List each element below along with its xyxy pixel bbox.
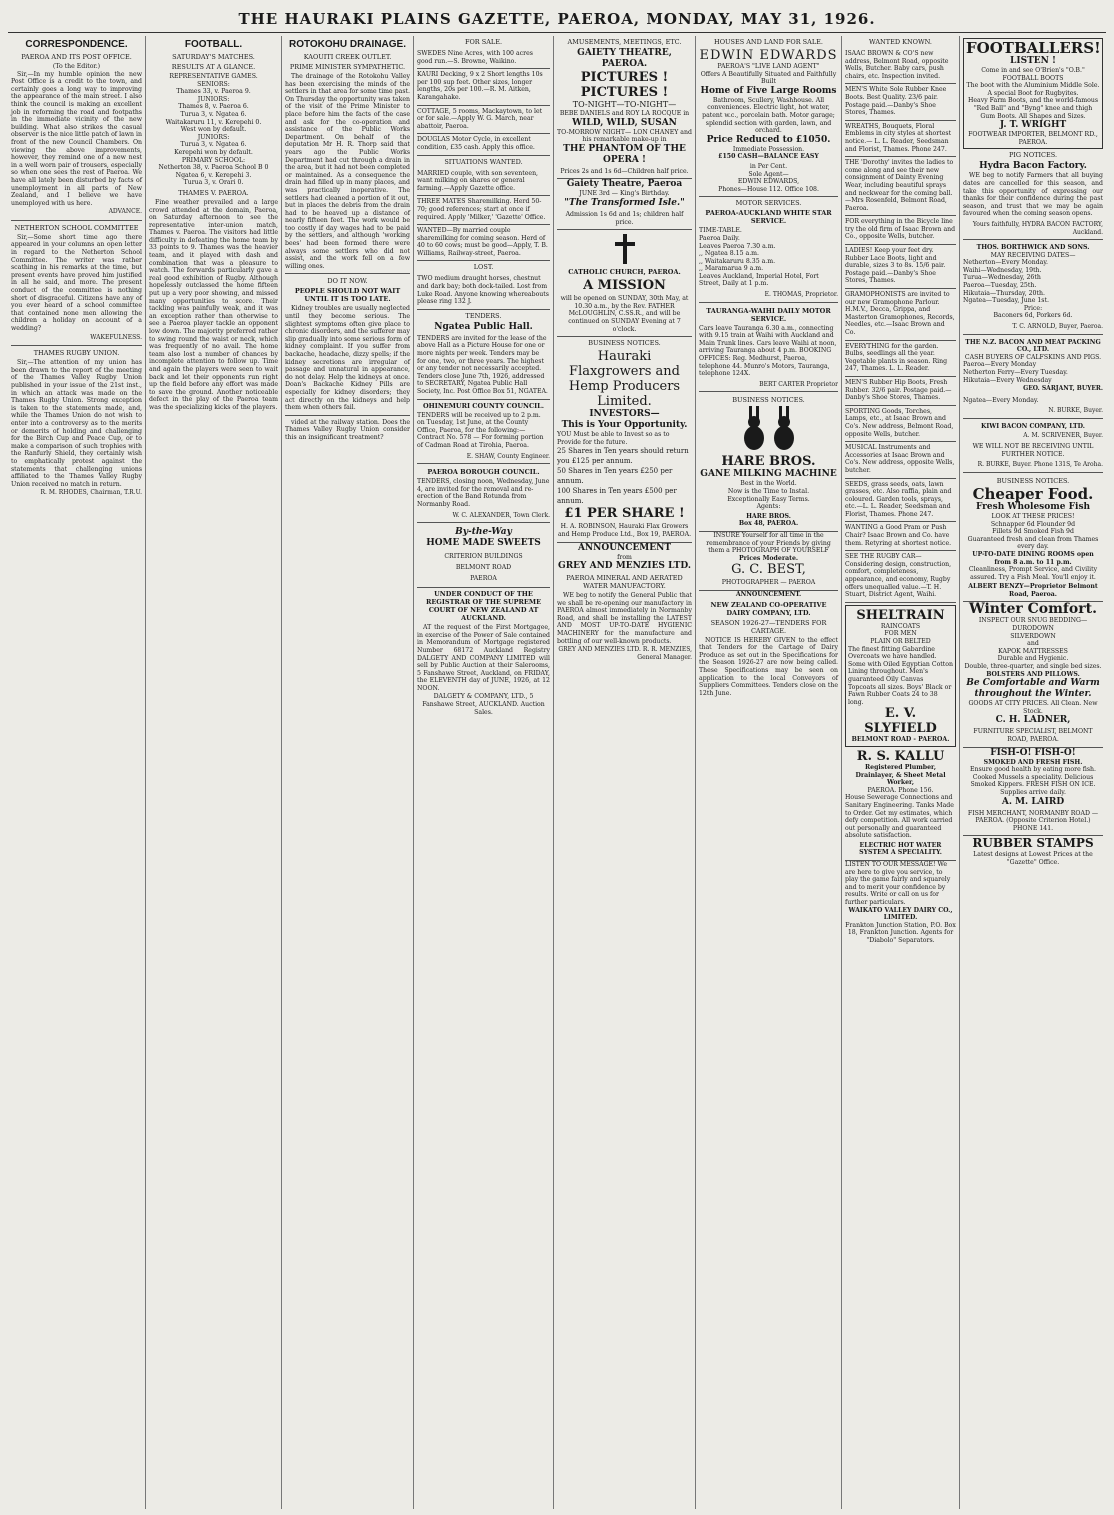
section-header: BUSINESS NOTICES. [588,339,661,348]
mission-text: will be opened on SUNDAY, 30th May, at 10.30 a.m., by the Rev. FATHER McLOUGHLIN, C.SS.R., and will be continued on SUNDAY Evening at 7 o'clock. [557,293,692,337]
church-title: CATHOLIC CHURCH, PAEROA. [568,268,681,277]
column-wanted-known [842,36,960,1509]
section-header: FOOTBALL. [184,39,243,50]
hydra-body: WE beg to notify Farmers that all buying dates are cancelled for this season, and take this opportunity of expressing our thanks for their confidence during the past season, and trust that we may be again favoured when the coming season opens. [963,172,1103,218]
column-for-sale [414,36,554,1509]
tender-title: PAEROA BOROUGH COUNCIL. [427,468,540,477]
sheltrain-body: The finest fitting Gabardine Overcoats we have handled. Some with Oiled Egyptian Cotton Lining throughout. Men's guaranteed Oily Canvas Topcoats all sizes. Boys' Black or Fawn Rubber Coats 24 to 38 long. [848,645,953,706]
hydra-signature: Yours faithfully, HYDRA BACON FACTORY, Auckland. [963,219,1103,240]
byway-title: By-the-Way [455,527,512,538]
article-title: NETHERTON SCHOOL COMMITTEE [14,223,139,232]
sweets-address: CRITERION BUILDINGS BELMONT ROAD PAEROA [417,549,550,588]
slyfield-name: E. V. SLYFIELD [864,706,937,737]
listen-body: LISTEN TO OUR MESSAGE! We are here to give you service, to play the game fairly and squarely and to merit your confidence by results. Write or call on us for further particulars. [845,861,951,907]
wanted-ad: MEN'S Rubber Hip Boots, Fresh Rubber. 32/6 pair. Postage paid.—Danby's Shoe Stores, Thames. [845,377,956,406]
comfortable-title: Be Comfortable and Warm throughout the Winter. [966,678,1100,700]
fish-body: Ensure good health by eating more fish. Cooked Mussels a speciality. Delicious Smoked Kippers. FRESH FISH ON ICE. Supplies arrive daily. [970,766,1096,796]
wanted-ad: SEE THE RUGBY CAR—Considering design, construction, comfort, completeness, appearance, and economy, Rugby offers unequalled value.—T. H. Stuart, District Agent, Waihi. [845,551,956,603]
dairy-body: NOTICE IS HEREBY GIVEN to the effect that Tenders for the Cartage of Dairy Produce as set out in the Specifications for the Season 1926-27 are now being called. These Specifications may be seen on application to the local Conveyors of Suppliers Committees. Tenders close on the 12th June. [699,636,838,697]
announcement-body: WE beg to notify the General Public that we shall be re-opening our manufactory in PAEROA almost immediately in Normanby Road, and shall be installing the LATEST AND MOST UP-TO-DATE HYGIENIC MACHINERY for the manufacture and bottling of our well-known products. [557,592,692,645]
moderate-label: Prices Moderate. [738,554,799,562]
pig-price: Price: Baconers 6d, Porkers 6d. [993,304,1073,320]
goods-text: GOODS AT CITY PRICES. All Clean. New Stock. [968,700,1098,715]
divider [11,345,142,346]
wanted-ad: ISAAC BROWN & CO'S new address, Belmont Road, opposite Wells, Butcher. Baby cars, push chairs, etc. Inspection invited. [845,48,956,84]
classified-ad: TWO medium draught horses, chestnut and dark bay; both dock-tailed. Lost from Luke Road. Anyone knowing whereabouts please ring 132 J. [417,273,550,309]
waikato-address: Frankton Junction Station, P.O. Box 18, Frankton Junction. Agents for "Diabolo" Separators. [845,921,956,944]
section-header: FOR SALE. [464,38,503,46]
section-header: ROTOKOHU DRAINAGE. [288,39,407,50]
wanted-ad: THE 'Dorothy' invites the ladies to come along and see their new consignment of Dainty Evening Wear, including beautiful sprays and neckwear for the coming ball.—Mrs Rosenfeld, Belmont Road, Paeroa. [845,157,956,216]
kallu-electric: ELECTRIC HOT WATER SYSTEM A SPECIALITY. [845,840,956,861]
shares-list: 25 Shares in Ten years should return you £125 per annum. 50 Shares in Ten years £250 per annum. 100 Shares in Ten years £500 per annum. [557,447,689,506]
masthead-rule [8,32,1106,33]
winter-title: Winter Comfort. [969,601,1097,618]
cheaper-title: Cheaper Food. [972,484,1094,503]
admission: Admission 1s 6d and 1s; children half price. [557,209,692,230]
benzy-signature: ALBERT BENZY—Proprietor Belmont Road, Paeroa. [963,581,1103,602]
rubber-stamps-body: Latest designs at Lowest Prices at the "Gazette" Office. [973,851,1093,866]
auction-body: AT the request of the First Mortgagee, in exercise of the Power of Sale contained in Memorandum of Mortgage registered Number 68172 Auckland Registry DALGETY AND COMPANY LIMITED will sell by Public Auction at their Salerooms, 5 Fanshawe Street, Auckland, on FRIDAY, the ELEVENTH day of JUNE, 1926, at 12 NOON. [417,624,550,692]
wright-name: J. T. WRIGHT [999,120,1067,131]
photographer-title: PHOTOGRAPHER — PAEROA [699,577,838,591]
investors-title: INVESTORS— This is Your Opportunity. [561,409,688,431]
borthwick-title: THOS. BORTHWICK AND SONS. [976,244,1090,252]
company-sub: PAEROA MINERAL AND AERATED WATER MANUFACTORY. [566,574,683,591]
article-body: Sir,—The attention of my union has been drawn to the report of the meeting of the Thames Valley Rugby Union published in your issue of the 21st inst., in which an attack was made on the Thames Rugby Union. Strong exception is taken to the statements made, and, while the Thames Union do not wish to enter into a controversy as to the merits or demerits of holding and challenging for the Birch Cup and Peace Cup, or to make a comparison of such trophies with the Ranfurly Shield, they certainly wish to emphatically protest against the statements that challenging unions affiliated to the Thames Valley Rugby Union received no match in return. [11,359,142,488]
film-cast: TO-MORROW NIGHT— LON CHANEY and his remarkable make-up in [557,128,692,144]
dairy-title: NEW ZEALAND CO-OPERATIVE DAIRY COMPANY, LTD. [710,600,827,617]
section-header: LOST. [473,263,494,272]
product-tagline: Best in the World. [740,480,797,488]
event-date: JUNE 3rd — King's Birthday. [579,190,670,198]
article-to: (To the Editor.) [52,63,101,70]
announcement-title: ANNOUNCEMENT. [735,590,802,598]
cash-dates: Paeroa—Every Monday Netherton Ferry—Every Tuesday. Hikutaia—Every Wednesday [963,361,1068,384]
burke2-signature: R. BURKE, Buyer. Phone 131S, Te Aroha. [963,459,1103,473]
article-title: PAEROA AND ITS POST OFFICE. [21,53,132,61]
arnold-signature: T. C. ARNOLD, Buyer, Paeroa. [963,321,1103,335]
listen-title: LISTEN ! [1010,56,1056,66]
column-amusements [554,36,696,1509]
section-header: SITUATIONS WANTED. [444,157,523,166]
divider [285,273,410,274]
laird-address: FISH MERCHANT, NORMANBY ROAD — PAEROA. (Opposite Criterion Hotel.) PHONE 141. [963,808,1103,837]
rubber-stamps-title: RUBBER STAMPS [972,836,1094,851]
section-header: WANTED KNOWN. [869,38,932,46]
film-title: THE PHANTOM OF THE OPERA ! [563,143,686,165]
classified-ad: COTTAGE, 5 rooms, Mackaytown, to let or for sale.—Apply W. G. March, near abattoir, Paeroa. [417,106,550,135]
section-header: BUSINESS NOTICES. [732,396,805,405]
wanted-ad: LADIES! Keep your feet dry. Rubber Lace Boots, light and durable, sizes 3 to 8s. 15/6 pair. Postage paid.—Danby's Shoe Stores, Thames. [845,245,956,289]
cross-icon [615,234,635,264]
season-title: SEASON 1926-27—TENDERS FOR CARTAGE. [710,618,827,635]
wanted-ad: WREATHS, Bouquets, Floral Emblems in city styles at shortest notice.— L. L. Reader, Seedsman and Florist, Thames. Phone 247. [845,121,956,157]
film-title: WILD, WILD, SUSAN [572,117,677,128]
waikato-title: WAIKATO VALLEY DAIRY CO., LIMITED. [848,906,953,922]
article-body: Fine weather prevailed and a large crowd attended at the domain, Paeroa, on Saturday afternoon to see the representative inter-union match, Thames v. Paeroa. The visitors had little difficulty in defeating the home team by 33 points to 9. Thames was the heavier team, and it played with dash and combination that was a pleasure to watch. The forwards particularly gave a real good exhibition of Rugby. Although hopelessly outclassed the home fifteen put up a very poor showing, and missed many opportunities to score. Their tackling was painfully weak, and it was an exception rather than otherwise to see a Paeroa player tackle an opponent low down. The majority preferred rather to swing round the waist or neck, which was frequently of no avail. The home team also lost a number of chances by incomplete attention to follow up. Time and again the players were seen to wait back and let their opponents run right up the field before any effort was made to save the ground. Another noticeable defect in the play of the Paeroa team was the specializing kicks of the players. [149,198,278,411]
theatre-title: GAIETY THEATRE, PAEROA. [577,48,672,69]
laird-name: A. M. LAIRD [1001,796,1065,807]
mission-title: A MISSION [583,278,666,294]
tender-title: OHINEMURI COUNTY COUNCIL. [423,401,544,410]
section-header: BUSINESS NOTICES. [996,476,1070,485]
column-footballers [960,36,1106,1509]
classified-ad: THREE MATES Sharemilking. Herd 50-70; good references; start at once if required. Apply 'Milker,' 'Gazette' Office. [417,196,550,225]
divider [11,220,142,221]
cash-buyers: CASH BUYERS OF CALFSKINS AND PIGS. [964,353,1102,361]
product-terms: Exceptionally Easy Terms. [727,495,810,503]
photographer-name: G. C. BEST, [731,562,806,578]
classified-ad: SWEDES Nine Acres, with 100 acres good run.—S. Browne, Waikino. [417,48,550,69]
subheading: PEOPLE SHOULD NOT WAIT UNTIL IT IS TOO LATE. [294,287,401,304]
service-body: Cars leave Tauranga 6.30 a.m., connecting with 9.15 train at Waihi with Auckland and Main Trunk lines. Cars leave Waihi at noon, arriving Tauranga about 4 p.m. BOOKING OFFICES: Reg. Medhurst, Paeroa, telephone 44. Munro's Motors, Tauranga, telephone 124X. [699,324,837,378]
article-signature: WAKEFULNESS. [90,333,142,341]
investors-text: YOU Must be able to Invest so as to Provide for the future. [557,431,670,446]
burke-signature: N. BURKE, Buyer. [963,405,1103,419]
possession: Immediate Possession. [732,145,805,153]
subheading: RESULTS AT A GLANCE. [171,63,256,71]
home-body: Bathroom, Scullery, Washhouse. All conveniences. Electric light, hot water, patent w.c., porcelain bath. Motor garage; splendid section with garden, lawn, and orchard. [702,96,835,135]
section-header: PIG NOTICES. [1008,151,1058,160]
wanted-ad: FOR everything in the Bicycle line try the old firm of Isaac Brown and Co., opposite Wells, butcher. [845,216,956,245]
company-name: GREY AND MENZIES LTD. [558,561,691,572]
dining-body: Cleanliness, Prompt Service, and Civility assured. Try a Fish Meal. You'll enjoy it. [968,566,1098,581]
winter-body: INSPECT OUR SNUG BEDDING— DURODOWN SILVERDOWN and KAPOK MATTRESSES Durable and Hygienic. Double, three-quarter, and single bed sizes. [964,617,1102,671]
service-title: PAEROA-AUCKLAND WHITE STAR SERVICE. [705,209,832,226]
wanted-ad: GRAMOPHONISTS are invited to our new Gramophone Parlour. H.M.V., Decca, Grippa, and Masterton Gramophones, Records, Needles, etc.—Isaac Brown and Co. [845,289,956,341]
ngatea-date: Ngatea—Every Monday. [963,396,1039,404]
divider [285,415,410,416]
hare-contact: HARE BROS. Box 48, PAEROA. [699,511,838,532]
prices: Prices 2s and 1s 6d—Children half price. [557,166,692,180]
column-drainage [282,36,414,1509]
insure-text: INSURE Yourself for all time in the remembrance of your Friends by giving them a PHOTOGRAPH OF YOURSELF [706,531,831,555]
tender-title: Ngatea Public Hall. [434,321,533,332]
nzbacon-title: THE N.Z. BACON AND MEAT PACKING CO., LTD. [965,338,1101,354]
footballers-lead3: Heavy Farm Boots, and the world-famous "Red Ball" and "Byng" knee and thigh Gum Boots. All Shapes and Sizes. [967,97,1099,120]
smoked-title: SMOKED AND FRESH FISH. [983,758,1083,766]
article-body: vided at the railway station. Does the Thames Valley Rugby Union consider this an insignificant treatment? [285,418,410,441]
slyfield-address: BELMONT ROAD - PAEROA. [851,736,950,744]
footballers-lead2: The boot with the Aluminium Middle Sole. A special Boot for Rugbyites. [966,82,1100,97]
announcement-from: from [617,553,632,561]
share-price: £1 PER SHARE ! [564,506,685,522]
tonight-label: TO-NIGHT—TO-NIGHT— [572,100,677,109]
agents-label: Agents: [756,503,781,511]
auction-signature: DALGETY & COMPANY, LTD., 5 Fanshawe Street, AUCKLAND. Auction Sales. [422,693,545,716]
tender-ad: TENDERS, closing noon, Wednesday, June 4, are invited for the removal and re-erection of the Band Rotunda from Normanby Road. [417,478,550,508]
sarjant-signature: GEO. SARJANT, BUYER. [1023,385,1103,393]
section-header: AMUSEMENTS, MEETINGS, ETC. [567,38,682,46]
kallu-name: R. S. KALLU [856,748,945,764]
results-list: REPRESENTATIVE GAMES. SENIORS: Thames 33, v. Paeroa 9. JUNIORS: Thames 8, v. Paeroa 6. Turua 3, v. Ngatea 6. Waitakaruru 11, v. Kerepehi 0. West won by default. JUNIORS: Turua 3, v. Ngatea 6. Kerepehi won by default. PRIMARY SCHOOL: Netherton 38, v. Paeroa School B 0 Ngatea 6, v. Kerepehi 3. Turua 3, v. Orari 0. [158,73,269,187]
product-now: Now is the Time to Instal. [727,488,810,495]
kiwi-title: KIWI BACON COMPANY, LTD. [981,422,1085,430]
footballers-lead: Come in and see O'Brien's "O.B." FOOTBALL BOOTS [981,67,1085,82]
masthead: THE HAURAKI PLAINS GAZETTE, PAEROA, MONDAY, MAY 31, 1926. [238,10,876,28]
auction-title: UNDER CONDUCT OF THE REGISTRAR OF THE SUPREME COURT OF NEW ZEALAND AT AUCKLAND. [425,590,542,623]
receiving-title: MAY RECEIVING DATES— [990,251,1076,259]
article-body: Sir,—Some short time ago there appeared in your columns an open letter in regard to the Netherton School Committee. The writer was rather scathing in his remarks at the time, but present events have proved him justified in all he said, and more. The present conduct of the committee is nothing short of disgraceful. Citizens have any of you ever heard of a school committee that contained none men allowing the children a holiday on account of a wedding? [11,233,142,332]
cash-terms: £150 CASH—BALANCE EASY [718,153,819,161]
agent-tagline: PAEROA'S "LIVE LAND AGENT" [717,63,820,70]
timetable: TIME-TABLE. Paeroa Daily. Leaves Paeroa 7.30 a.m. ,, Ngatea 8.15 a.m. ,, Waitakaruru 8.35 a.m. ,, Maramarua 9 a.m. Leaves Auckland, Imperial Hotel, Fort Street, Daily at 1 p.m. [699,227,819,288]
article-signature: ADVANCE. [108,208,142,216]
sheltrain-sub: RAINCOATS FOR MEN PLAIN OR BELTED [870,622,931,645]
classified-ad: KAURI Decking, 9 x 2 Short lengths 10s per 100 sup feet. Other sizes, longer lengths, 20s per 100.—R. M. Aitken, Karangahake. [417,69,550,105]
column-football [146,36,282,1509]
hare-bros-title: HARE BROS. [721,454,816,470]
tender-signature: W. C. ALEXANDER, Town Clerk. [417,510,550,524]
wanted-ad: EVERYTHING for the garden. Bulbs, seedlings all the year. Vegetable plants in season. Ring 247, Thames. L. L. Reader. [845,341,956,377]
wanted-ad: WANTING a Good Pram or Push Chair? Isaac Brown and Co. have them. Retyring at shortest notice. [845,522,956,551]
announcement-title: ANNOUNCEMENT [577,542,672,553]
agent-name: EDWIN EDWARDS [699,48,838,63]
article-body: The drainage of the Rotokohu Valley has been exercising the minds of the settlers in that area for some time past. On Thursday the opportunity was taken of the visit of the Prime Minister to place before him the facts of the case and ask for the co-operation and assistance of the Public Works Department. On behalf of the deputation Mr H. R. Thorp said that years ago the Public Works Department had cut through a drain in the area, but it had not been completed or maintained. As a consequence the drain had filled up in many places, and was practically inoperative. The settlers had cleaned a portion of it out, but in places the debris from the drain had to be heaved up a distance of nearly fifteen feet. The work would be too costly if day wages had to be paid by the settlers, and although 'working bees' had been formed there were always some settlers who did not assist, and the work fell on a few willing ones. [285,73,410,270]
receiving-dates: Netherton—Every Monday. Waihi—Wednesday, 19th. Turua—Wednesday, 26th Paeroa—Tuesday, 25th. Hikutaia—Thursday, 20th. Ngatea—Tuesday, June 1st. [963,259,1049,305]
fish-prices: LOOK AT THESE PRICES! Schnapper 6d Flounder 9d Fillets 9d Smoked Fish 9d Guaranteed fresh and clean from Thames every day. [967,512,1099,551]
column-houses [696,36,842,1509]
wanted-ad: SPORTING Goods, Torches, Lamps, etc., at Isaac Brown and Co's. New address, Belmont Road, opposite Wells, butcher. [845,406,956,442]
hydra-title: Hydra Bacon Factory. [979,161,1087,172]
wanted-ad: MEN'S White Sole Rubber Knee Boots. Best Quality. 23/6 pair. Postage paid.—Danby's Shoe Stores, Thames. [845,84,956,120]
subheading: KAOUITI CREEK OUTLET. [303,53,392,61]
subheading: SATURDAY'S MATCHES. [172,53,255,61]
subheading: PRIME MINISTER SYMPATHETIC. [289,63,406,71]
sheltrain-ad [845,605,956,747]
subheading: DO IT NOW. [327,277,368,286]
wright-address: FOOTWEAR IMPORTER, BELMONT RD., PAEROA. [968,131,1098,146]
wanted-ad: SEEDS, grass seeds, oats, lawn grasses, etc. Also raffia, plain and coloured. Garden tools, sprays, etc.—L. L. Reader, Seedsman and Florist, Thames. Phone 247. [845,479,956,523]
product-title: GANE MILKING MACHINE [700,469,837,480]
theatre-title: Gaiety Theatre, Paeroa [566,179,683,190]
sheltrain-title: SHELTRAIN [856,607,945,623]
ladner-address: FURNITURE SPECIALIST, BELMONT ROAD, PAEROA. [963,726,1103,747]
kallu-address: PAEROA. Phone 156. [867,786,934,794]
price: Price Reduced to £1050. [706,134,831,145]
article-title: THAMES RUGBY UNION. [33,349,120,358]
announcement-signature: GREY AND MENZIES LTD. R. R. MENZIES, General Manager. [558,646,692,661]
fishfish-title: FISH-O! FISH-O! [990,747,1076,758]
article-body: Kidney troubles are usually neglected until they become serious. The slightest symptoms often give place to chronic disorders, and the sufferer may slip gradually into some serious form of kidney complaint. If you suffer from backache, headache, dizzy spells; if the kidney secretions are irregular of passage and unnatural in appearance, do not delay. Help the kidneys at once. Doan's Backache Kidney Pills are especially for kidney disorders; they act directly on the kidneys and help them when others fail. [285,305,410,412]
subheading: THAMES V. PAEROA. [178,188,249,197]
dining-title: UP-TO-DATE DINING ROOMS open from 8 a.m. to 11 p.m. [972,550,1094,566]
kallu-body: House Sewerage Connections and Sanitary Engineering. Tanks Made to Order. Get my estimates, which defy competition. All work carried out personally and guaranteed absolute satisfaction. [845,794,954,840]
tender-signature: E. SHAW, County Engineer. [417,451,550,465]
column-correspondence [8,36,146,1509]
service-title: TAURANGA-WAIHI DAILY MOTOR SERVICE. [706,306,831,323]
company-title: Hauraki Flaxgrowers and Hemp Producers Limited. [568,349,681,410]
proprietor: E. THOMAS, Proprietor. [699,289,838,303]
article-body: Sir,—In my humble opinion the new Post Office is a credit to the town, and certainly goes a long way to improving the appearance of the main street. I also think the council is making an excellent job in reforming the road and footpaths in the immediate vicinity of the new building. What also strikes the casual observer is the nice little patch of lawn in front of the new Council Chambers. On viewing the above improvements, however, they remind one of a new nest in a well worn pair of trousers, especially so when one sees the rest of Paeroa. We have all lately been disturbed by facts of unemployment in all parts of New Zealand, and I believe we have unemployed with us here. [11,70,142,207]
footballers-title: FOOTBALLERS! [966,39,1101,57]
kallu-sub: Registered Plumber, Drainlayer, & Sheet Metal Worker, [855,763,946,787]
proprietor: BERT CARTER Proprietor [699,379,838,393]
bolsters: BOLSTERS AND PILLOWS. [986,670,1080,678]
agent-contact: in Per Cent. Sole Agent— EDWIN EDWARDS, Phones—House 112. Office 108. [699,161,838,197]
classified-ad: WANTED—By married couple sharemilking for coming season. Herd of 40 to 60 cows; must be good—Apply, T. B. Williams, Railway-street, Paeroa. [417,225,550,261]
home-title: Home of Five Large Rooms [700,85,837,96]
event-title: "The Transformed Isle." [564,197,685,208]
section-header: CORRESPONDENCE. [25,39,128,50]
company-contact: H. A. ROBINSON, Hauraki Flax Growers and Hemp Produce Ltd., Box 19, PAEROA. [557,521,692,542]
classified-ad: DOUGLAS Motor Cycle, in excellent condition, £35 cash. Apply this office. [417,134,550,155]
fish-title: Fresh Wholesome Fish [975,501,1091,512]
ladner-name: C. H. LADNER, [995,715,1071,726]
section-header: HOUSES AND LAND FOR SALE. [714,38,823,46]
film-cast: BEBE DANIELS and ROY LA ROCQUE in [559,110,690,117]
offer-text: Offers A Beautifully Situated and Faithfully Built [700,70,837,86]
hare-logo-icon [734,406,804,452]
tender-ad: TENDERS will be received up to 2 p.m. on Tuesday, 1st June, at the County Office, Paeroa, for the following:— Contract No. 578 — For forming portion of Cadman Road at Tirohia, Paeroa. [417,411,544,449]
section-header: MOTOR SERVICES. [735,199,802,208]
scrivener-signature: A. M. SCRIVENER, Buyer. [1023,431,1103,439]
kiwi-body: WE WILL NOT BE RECEIVING UNTIL FURTHER NOTICE. [972,443,1094,458]
footballers-ad [963,38,1103,149]
wanted-ad: MUSICAL Instruments and Accessories at Isaac Brown and Co's. New address, opposite Wells, butcher. [845,442,956,478]
sweets-title: HOME MADE SWEETS [426,538,541,549]
section-header: TENDERS. [465,311,502,320]
pictures-banner: PICTURES ! PICTURES ! [580,70,669,100]
article-signature: R. M. RHODES, Chairman, T.R.U. [40,489,142,497]
tender-ad: TENDERS are invited for the lease of the above Hall as a Picture House for one or more nights per week. Tenders may be for one, two, or three years. The highest or any tender not necessarily accepted. Tenders close June 7th, 1926, addressed to SECRETARY, Ngatea Public Hall Society, Inc. Post Office Box 51, NGATEA. [417,333,550,400]
classified-ad: MARRIED couple, with son seventeen, want milking on shares or general farming.—Apply Gazette office. [417,168,550,197]
